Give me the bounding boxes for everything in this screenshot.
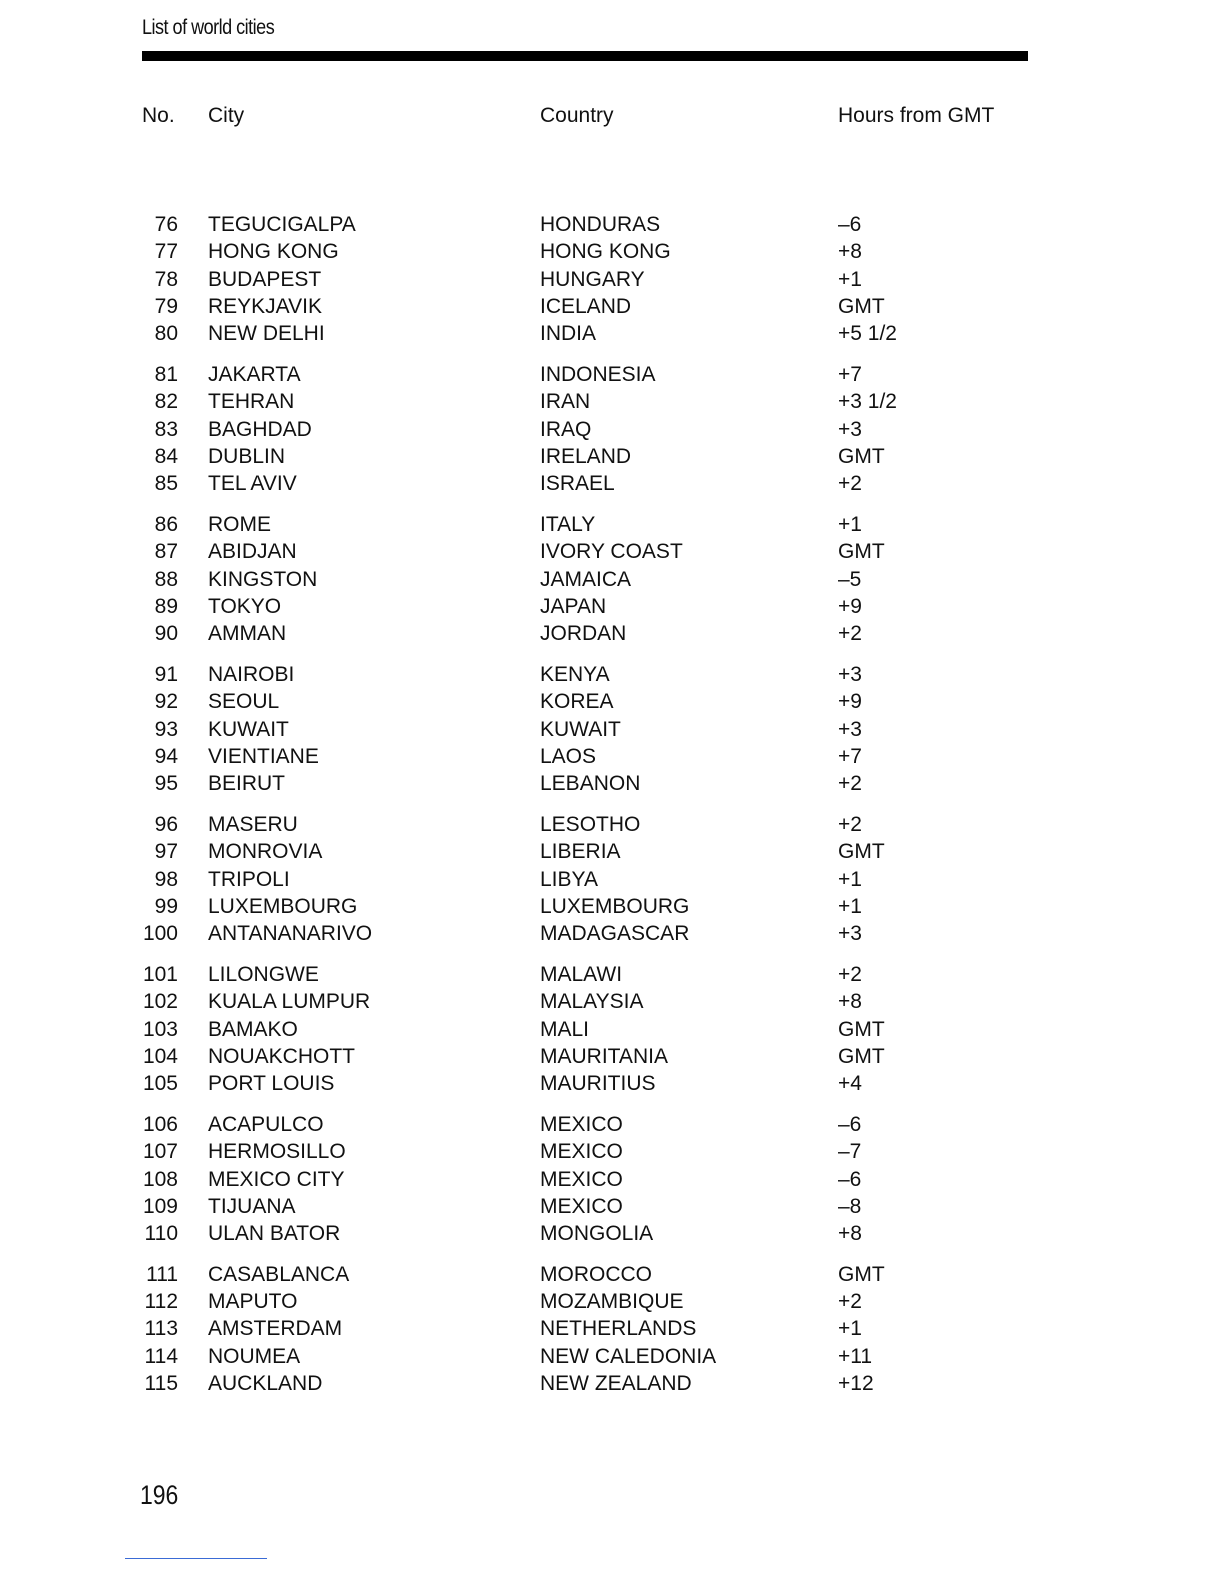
country-name: MALAWI xyxy=(540,962,623,986)
country-name: ITALY xyxy=(540,512,596,536)
row-number: 77 xyxy=(154,240,178,264)
country-name: KENYA xyxy=(540,662,610,686)
table-row xyxy=(0,1288,1224,1315)
gmt-offset: +1 xyxy=(838,1317,862,1341)
city-name: TEL AVIV xyxy=(208,472,297,496)
country-name: NEW CALEDONIA xyxy=(540,1344,717,1368)
gmt-offset: GMT xyxy=(838,1017,885,1041)
city-name: DUBLIN xyxy=(208,444,286,468)
gmt-offset: +12 xyxy=(838,1372,874,1396)
row-number: 103 xyxy=(142,1017,178,1041)
country-name: INDONESIA xyxy=(540,362,656,386)
table-row xyxy=(0,1138,1224,1165)
gmt-offset: +8 xyxy=(838,1222,862,1246)
gmt-offset: +1 xyxy=(838,867,862,891)
gmt-offset: –7 xyxy=(838,1140,862,1164)
city-name: TEGUCIGALPA xyxy=(208,213,356,236)
table-row xyxy=(0,361,1224,388)
city-name: HONG KONG xyxy=(208,240,339,264)
table-row xyxy=(0,1261,1224,1288)
gmt-offset: +2 xyxy=(838,812,862,836)
row-number: 98 xyxy=(154,867,178,891)
table-row xyxy=(0,320,1224,347)
column-header-no: No. xyxy=(142,104,175,127)
country-name: MEXICO xyxy=(540,1167,623,1191)
country-name: MOROCCO xyxy=(540,1262,652,1286)
city-name: ULAN BATOR xyxy=(208,1222,341,1246)
row-number: 110 xyxy=(144,1222,178,1246)
row-number: 95 xyxy=(154,772,178,796)
gmt-offset: GMT xyxy=(838,294,885,318)
row-number: 114 xyxy=(144,1344,178,1368)
country-name: IRAN xyxy=(540,390,591,414)
gmt-offset: GMT xyxy=(838,1262,885,1286)
country-name: MOZAMBIQUE xyxy=(540,1290,684,1314)
country-name: MONGOLIA xyxy=(540,1222,654,1246)
country-name: JAPAN xyxy=(540,594,607,618)
gmt-offset: +5 1/2 xyxy=(838,322,897,346)
city-name: TEHRAN xyxy=(208,390,295,414)
table-row-group xyxy=(0,1261,1224,1397)
gmt-offset: +4 xyxy=(838,1072,862,1096)
gmt-offset: –8 xyxy=(838,1194,862,1218)
country-name: MAURITIUS xyxy=(540,1072,656,1096)
row-number: 83 xyxy=(154,417,178,441)
row-number: 89 xyxy=(154,594,178,618)
country-name: MADAGASCAR xyxy=(540,922,690,946)
row-number: 108 xyxy=(142,1167,178,1191)
city-name: LILONGWE xyxy=(208,962,319,986)
table-row xyxy=(0,811,1224,838)
row-number: 92 xyxy=(154,690,178,714)
gmt-offset: +1 xyxy=(838,894,862,918)
gmt-offset: +7 xyxy=(838,362,862,386)
row-number: 104 xyxy=(142,1044,178,1068)
gmt-offset: +3 xyxy=(838,922,862,946)
table-row xyxy=(0,538,1224,565)
gmt-offset: –5 xyxy=(838,567,862,591)
row-number: 96 xyxy=(154,812,178,836)
city-name: ANTANANARIVO xyxy=(208,922,373,946)
country-name: LEBANON xyxy=(540,772,641,796)
column-header-hours-from-gmt: Hours from GMT xyxy=(838,104,995,127)
country-name: JAMAICA xyxy=(540,567,632,591)
gmt-offset: –6 xyxy=(838,1112,862,1136)
gmt-offset: +8 xyxy=(838,240,862,264)
country-name: HONG KONG xyxy=(540,240,671,264)
city-name: HERMOSILLO xyxy=(208,1140,346,1164)
table-row xyxy=(0,388,1224,415)
city-name: MONROVIA xyxy=(208,840,323,864)
city-name: CASABLANCA xyxy=(208,1262,350,1286)
table-row xyxy=(0,661,1224,688)
gmt-offset: +3 1/2 xyxy=(838,390,897,414)
footer-link-underline xyxy=(125,1558,267,1559)
country-name: ISRAEL xyxy=(540,472,615,496)
city-name: TOKYO xyxy=(208,594,282,618)
table-row xyxy=(0,688,1224,715)
gmt-offset: +2 xyxy=(838,1290,862,1314)
city-name: BAGHDAD xyxy=(208,417,312,441)
row-number: 93 xyxy=(154,717,178,741)
country-name: MALI xyxy=(540,1017,590,1041)
row-number: 81 xyxy=(154,362,178,386)
table-row xyxy=(0,838,1224,865)
country-name: IRELAND xyxy=(540,444,632,468)
table-row xyxy=(0,961,1224,988)
row-number: 84 xyxy=(154,444,178,468)
country-name: LIBYA xyxy=(540,867,598,891)
gmt-offset: +2 xyxy=(838,962,862,986)
city-name: NAIROBI xyxy=(208,662,295,686)
country-name: KOREA xyxy=(540,690,614,714)
city-name: KUALA LUMPUR xyxy=(208,990,371,1014)
country-name: HONDURAS xyxy=(540,213,661,236)
gmt-offset: +8 xyxy=(838,990,862,1014)
row-number: 91 xyxy=(154,662,178,686)
table-row-group xyxy=(0,1111,1224,1247)
country-name: HUNGARY xyxy=(540,267,645,291)
gmt-offset: +1 xyxy=(838,512,862,536)
country-name: LUXEMBOURG xyxy=(540,894,690,918)
city-name: AMMAN xyxy=(208,622,287,646)
city-name: NOUMEA xyxy=(208,1344,301,1368)
row-number: 100 xyxy=(142,922,178,946)
country-name: LIBERIA xyxy=(540,840,621,864)
table-row xyxy=(0,920,1224,947)
country-name: ICELAND xyxy=(540,294,632,318)
row-number: 87 xyxy=(154,540,178,564)
city-name: MEXICO CITY xyxy=(208,1167,345,1191)
table-row xyxy=(0,566,1224,593)
row-number: 88 xyxy=(154,567,178,591)
country-name: MEXICO xyxy=(540,1194,623,1218)
city-name: TRIPOLI xyxy=(208,867,290,891)
gmt-offset: +2 xyxy=(838,472,862,496)
table-row xyxy=(0,470,1224,497)
table-row xyxy=(0,866,1224,893)
city-name: MASERU xyxy=(208,812,298,836)
city-name: LUXEMBOURG xyxy=(208,894,358,918)
city-name: ROME xyxy=(208,512,271,536)
city-name: PORT LOUIS xyxy=(208,1072,335,1096)
table-row xyxy=(0,1343,1224,1370)
row-number: 80 xyxy=(154,322,178,346)
row-number: 111 xyxy=(146,1262,178,1286)
column-header-city: City xyxy=(208,104,245,127)
gmt-offset: +1 xyxy=(838,267,862,291)
row-number: 79 xyxy=(154,294,178,318)
gmt-offset: +9 xyxy=(838,690,862,714)
row-number: 86 xyxy=(154,512,178,536)
table-row xyxy=(0,893,1224,920)
city-name: ABIDJAN xyxy=(208,540,297,564)
gmt-offset: +2 xyxy=(838,772,862,796)
table-row xyxy=(0,266,1224,293)
table-row xyxy=(0,1016,1224,1043)
country-name: MEXICO xyxy=(540,1112,623,1136)
city-name: SEOUL xyxy=(208,690,280,714)
row-number: 99 xyxy=(154,894,178,918)
country-name: IRAQ xyxy=(540,417,592,441)
gmt-offset: +9 xyxy=(838,594,862,618)
row-number: 82 xyxy=(154,390,178,414)
table-row-group xyxy=(0,811,1224,947)
table-row xyxy=(0,770,1224,797)
gmt-offset: –6 xyxy=(838,1167,862,1191)
table-row xyxy=(0,716,1224,743)
row-number: 76 xyxy=(154,213,178,236)
gmt-offset: +3 xyxy=(838,417,862,441)
country-name: MEXICO xyxy=(540,1140,623,1164)
country-name: JORDAN xyxy=(540,622,627,646)
country-name: NEW ZEALAND xyxy=(540,1372,692,1396)
gmt-offset: GMT xyxy=(838,540,885,564)
table-row xyxy=(0,293,1224,320)
gmt-offset: GMT xyxy=(838,444,885,468)
city-name: TIJUANA xyxy=(208,1194,296,1218)
city-name: ACAPULCO xyxy=(208,1112,324,1136)
gmt-offset: –6 xyxy=(838,213,862,236)
country-name: LESOTHO xyxy=(540,812,641,836)
country-name: MALAYSIA xyxy=(540,990,644,1014)
table-row xyxy=(0,1370,1224,1397)
city-name: NEW DELHI xyxy=(208,322,325,346)
column-header-country: Country xyxy=(540,104,614,127)
city-name: AUCKLAND xyxy=(208,1372,323,1396)
city-name: BAMAKO xyxy=(208,1017,298,1041)
table-row xyxy=(0,988,1224,1015)
row-number: 97 xyxy=(154,840,178,864)
city-name: REYKJAVIK xyxy=(208,294,322,318)
gmt-offset: GMT xyxy=(838,840,885,864)
country-name: INDIA xyxy=(540,322,597,346)
page-number: 196 xyxy=(140,1480,179,1510)
row-number: 109 xyxy=(142,1194,178,1218)
city-name: KUWAIT xyxy=(208,717,289,741)
table-row xyxy=(0,593,1224,620)
row-number: 101 xyxy=(142,962,178,986)
city-name: BEIRUT xyxy=(208,772,286,796)
table-row xyxy=(0,1043,1224,1070)
country-name: MAURITANIA xyxy=(540,1044,668,1068)
row-number: 113 xyxy=(144,1317,178,1341)
gmt-offset: GMT xyxy=(838,1044,885,1068)
country-name: LAOS xyxy=(540,744,597,768)
table-row-group xyxy=(0,661,1224,797)
city-name: JAKARTA xyxy=(208,362,301,386)
table-row xyxy=(0,620,1224,647)
table-row xyxy=(0,511,1224,538)
table-row xyxy=(0,743,1224,770)
table-row xyxy=(0,211,1224,238)
gmt-offset: +11 xyxy=(838,1344,873,1368)
row-number: 112 xyxy=(144,1290,178,1314)
table-row xyxy=(0,1070,1224,1097)
gmt-offset: +7 xyxy=(838,744,862,768)
table-row-group xyxy=(0,361,1224,497)
gmt-offset: +3 xyxy=(838,717,862,741)
table-row-group xyxy=(0,961,1224,1097)
table-row xyxy=(0,416,1224,443)
row-number: 102 xyxy=(142,990,178,1014)
table-row xyxy=(0,1220,1224,1247)
row-number: 94 xyxy=(154,744,178,768)
country-name: KUWAIT xyxy=(540,717,621,741)
row-number: 105 xyxy=(142,1072,178,1096)
city-name: AMSTERDAM xyxy=(208,1317,343,1341)
gmt-offset: +2 xyxy=(838,622,862,646)
table-row xyxy=(0,1111,1224,1138)
row-number: 107 xyxy=(142,1140,178,1164)
header-rule xyxy=(142,51,1028,61)
country-name: IVORY COAST xyxy=(540,540,683,564)
world-cities-table xyxy=(0,211,1224,1411)
row-number: 78 xyxy=(154,267,178,291)
row-number: 106 xyxy=(142,1112,178,1136)
city-name: NOUAKCHOTT xyxy=(208,1044,355,1068)
table-row-group xyxy=(0,511,1224,647)
city-name: BUDAPEST xyxy=(208,267,322,291)
table-row-group xyxy=(0,211,1224,347)
city-name: MAPUTO xyxy=(208,1290,298,1314)
country-name: NETHERLANDS xyxy=(540,1317,697,1341)
table-row xyxy=(0,1315,1224,1342)
table-row xyxy=(0,1193,1224,1220)
city-name: KINGSTON xyxy=(208,567,318,591)
city-name: VIENTIANE xyxy=(208,744,319,768)
row-number: 115 xyxy=(144,1372,178,1396)
table-row xyxy=(0,443,1224,470)
row-number: 90 xyxy=(154,622,178,646)
row-number: 85 xyxy=(154,472,178,496)
table-row xyxy=(0,1166,1224,1193)
gmt-offset: +3 xyxy=(838,662,862,686)
page-header-title: List of world cities xyxy=(142,16,275,39)
table-row xyxy=(0,238,1224,265)
